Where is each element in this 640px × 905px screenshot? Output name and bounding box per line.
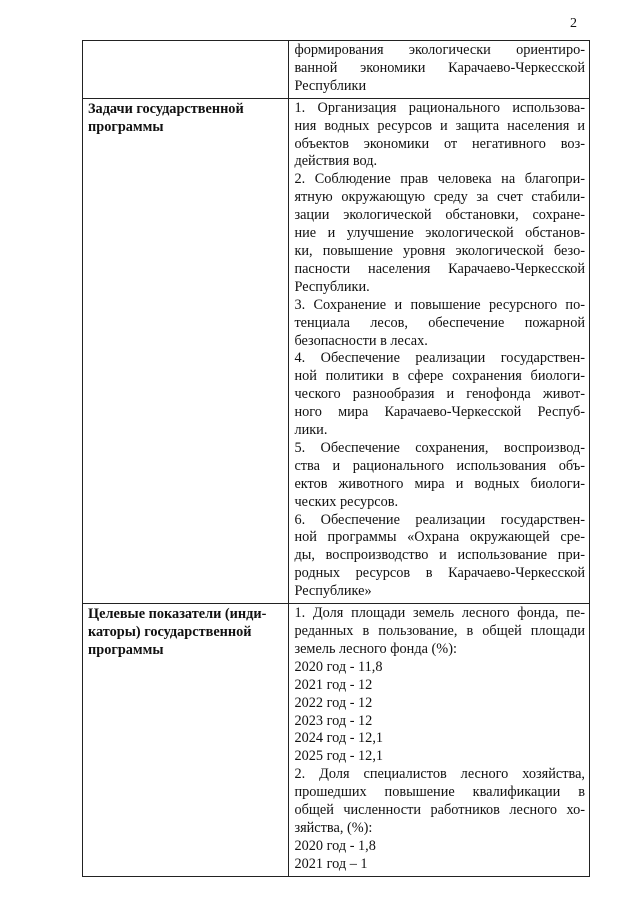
content-line: 2. Соблюдение прав человека на благопри- (294, 171, 585, 188)
content-line: тенциала лесов, обеспечение пожарной (294, 314, 585, 331)
content-line: ной политики в сфере сохранения биологи- (294, 368, 585, 385)
content-line: 6. Обеспечение реализации государствен- (294, 511, 585, 528)
content-line: земель лесного фонда (%): (294, 640, 457, 657)
content-line: 2. Доля специалистов лесного хозяйства, (294, 766, 585, 783)
content-line: зации экологической обстановки, сохране- (294, 207, 585, 224)
content-line: 3. Сохранение и повышение ресурсного по- (294, 296, 585, 313)
content-line: лики. (294, 422, 328, 439)
label-line: каторы) государственной (88, 624, 252, 641)
row-content-cell (289, 41, 590, 99)
content-line: ятную окружающую среду за счет стабили- (294, 189, 585, 206)
content-line: ческого разнообразия и генофонда живот- (294, 386, 585, 403)
row-content-cell (289, 604, 590, 877)
row-label-tasks: Задачи государственной программы (88, 100, 244, 135)
content-line: безопасности в лесах. (294, 332, 428, 349)
content-line: ки, повышение уровня экологической безо- (294, 242, 585, 259)
content-line: общей численности работников лесного хо- (294, 802, 585, 819)
content-line: 2020 год - 1,8 (294, 837, 376, 854)
row-label-cell (83, 41, 289, 99)
content-line: ды, воспроизводство и использование при- (294, 547, 585, 564)
content-line: формирования экологически ориентиро- (294, 42, 585, 58)
content-line: 2025 год - 12,1 (294, 748, 384, 765)
content-line: ние и улучшение экологической обстанов- (294, 225, 585, 242)
content-line: ства и рационального использования объ- (294, 457, 585, 474)
content-line: 1. Организация рационального использова- (294, 99, 585, 116)
content-line: 2021 год – 1 (294, 855, 368, 872)
content-line: Республике» (294, 583, 372, 600)
table-row (83, 98, 590, 603)
content-line: пасности населения Карачаево-Черкесской (294, 260, 585, 277)
label-line: Целевые показатели (инди- (88, 606, 267, 623)
content-line: 2021 год - 12 (294, 676, 373, 693)
content-line: действия вод. (294, 153, 378, 170)
row-label-cell (83, 98, 289, 603)
content-line: 2023 год - 12 (294, 712, 373, 729)
table-row (83, 41, 590, 99)
content-line: ванной экономики Карачаево-Черкесской (294, 59, 585, 76)
row-content-cell (289, 98, 590, 603)
content-line: зяйства, (%): (294, 819, 373, 836)
content-line: 2024 год - 12,1 (294, 730, 384, 747)
content-line: родных ресурсов в Карачаево-Черкесской (294, 565, 585, 582)
content-line: 2020 год - 11,8 (294, 658, 383, 675)
content-line: 1. Доля площади земель лесного фонда, пе- (294, 605, 585, 622)
content-line: 4. Обеспечение реализации государствен- (294, 350, 585, 367)
content-line: реданных в пользование, в общей площади (294, 623, 585, 639)
content-line: ческих ресурсов. (294, 493, 399, 510)
content-line: Республики. (294, 278, 370, 295)
content-line: объектов экономики от негативного воз- (294, 135, 585, 152)
page-number: 2 (570, 16, 577, 31)
row-label-cell (83, 604, 289, 877)
content-line: 2022 год - 12 (294, 694, 373, 711)
program-passport-table (82, 40, 590, 877)
content-line: Республики (294, 77, 367, 94)
table-row (83, 604, 590, 877)
content-line: ной программы «Охрана окружающей сре- (294, 529, 585, 546)
row-label-indicators (88, 605, 284, 659)
content-line: 5. Обеспечение сохранения, воспроизвод- (294, 439, 585, 456)
content-line: ектов животного мира и водных биологи- (294, 475, 585, 492)
content-line: прошедших повышение квалификации в (294, 784, 585, 801)
label-line: программы (88, 642, 164, 659)
content-line: ного мира Карачаево-Черкесской Респуб- (294, 404, 585, 421)
content-line: ния водных ресурсов и защита населения и (294, 117, 585, 134)
